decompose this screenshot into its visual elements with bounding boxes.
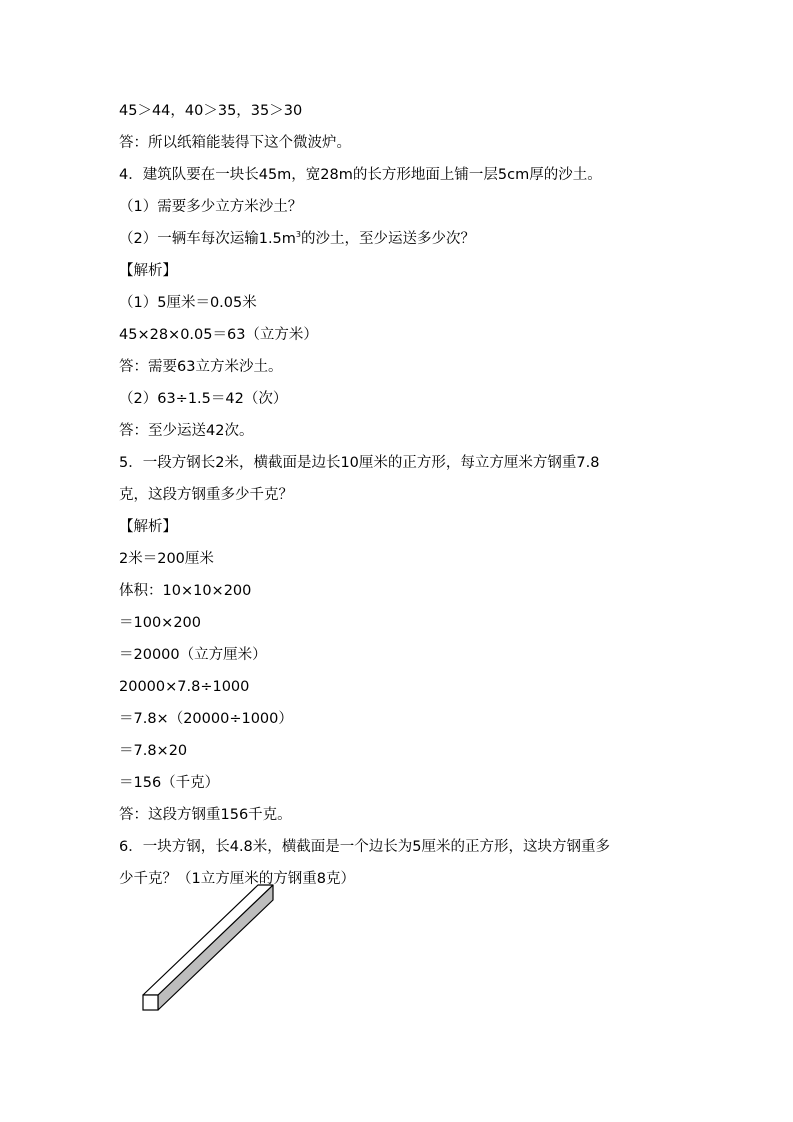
text-line: （2）63÷1.5＝42（次） bbox=[119, 391, 288, 407]
analysis-heading: 【解析】 bbox=[119, 263, 177, 279]
question-5-cont: 克，这段方钢重多少千克？ bbox=[119, 487, 293, 503]
text-line: 45×28×0.05＝63（立方米） bbox=[119, 327, 318, 343]
text-line: （1）5厘米＝0.05米 bbox=[119, 295, 257, 311]
question-6: 6．一块方钢，长4.8米，横截面是一个边长为5厘米的正方形，这块方钢重多 bbox=[119, 839, 611, 855]
question-5: 5．一段方钢长2米，横截面是边长10厘米的正方形，每立方厘米方钢重7.8 bbox=[119, 455, 600, 471]
bar-cross-section bbox=[143, 995, 158, 1010]
answer-line: 答：至少运送42次。 bbox=[119, 423, 254, 439]
question-4-part-2 bbox=[119, 228, 475, 250]
text-line: 体积：10×10×200 bbox=[119, 583, 252, 599]
analysis-heading: 【解析】 bbox=[119, 519, 177, 535]
text-line: ＝156（千克） bbox=[119, 775, 220, 791]
bar-side-face bbox=[158, 885, 273, 1010]
q4-part2-text-a: （2）一辆车每次运输1.5m bbox=[119, 231, 296, 247]
bar-top-face bbox=[143, 885, 273, 995]
text-line: ＝7.8×20 bbox=[119, 743, 188, 759]
q4-part2-text-b: 的沙土，至少运送多少次？ bbox=[301, 231, 476, 247]
text-line: ＝100×200 bbox=[119, 615, 202, 631]
text-line: 45＞44，40＞35，35＞30 bbox=[119, 103, 303, 119]
question-6-cont: 少千克？（1立方厘米的方钢重8克） bbox=[119, 871, 355, 887]
text-line: 答：所以纸箱能装得下这个微波炉。 bbox=[119, 135, 351, 151]
text-line: ＝7.8×（20000÷1000） bbox=[119, 711, 293, 727]
superscript-3: 3 bbox=[295, 230, 302, 240]
text-line: 2米＝200厘米 bbox=[119, 551, 214, 567]
square-steel-bar-figure bbox=[138, 880, 278, 1015]
text-line: ＝20000（立方厘米） bbox=[119, 647, 267, 663]
text-line: 20000×7.8÷1000 bbox=[119, 679, 250, 695]
answer-line: 答：需要63立方米沙土。 bbox=[119, 359, 283, 375]
question-4: 4．建筑队要在一块长45m，宽28m的长方形地面上铺一层5cm厚的沙土。 bbox=[119, 167, 602, 183]
answer-line: 答：这段方钢重156千克。 bbox=[119, 807, 292, 823]
question-4-part-1: （1）需要多少立方米沙土？ bbox=[119, 199, 303, 215]
